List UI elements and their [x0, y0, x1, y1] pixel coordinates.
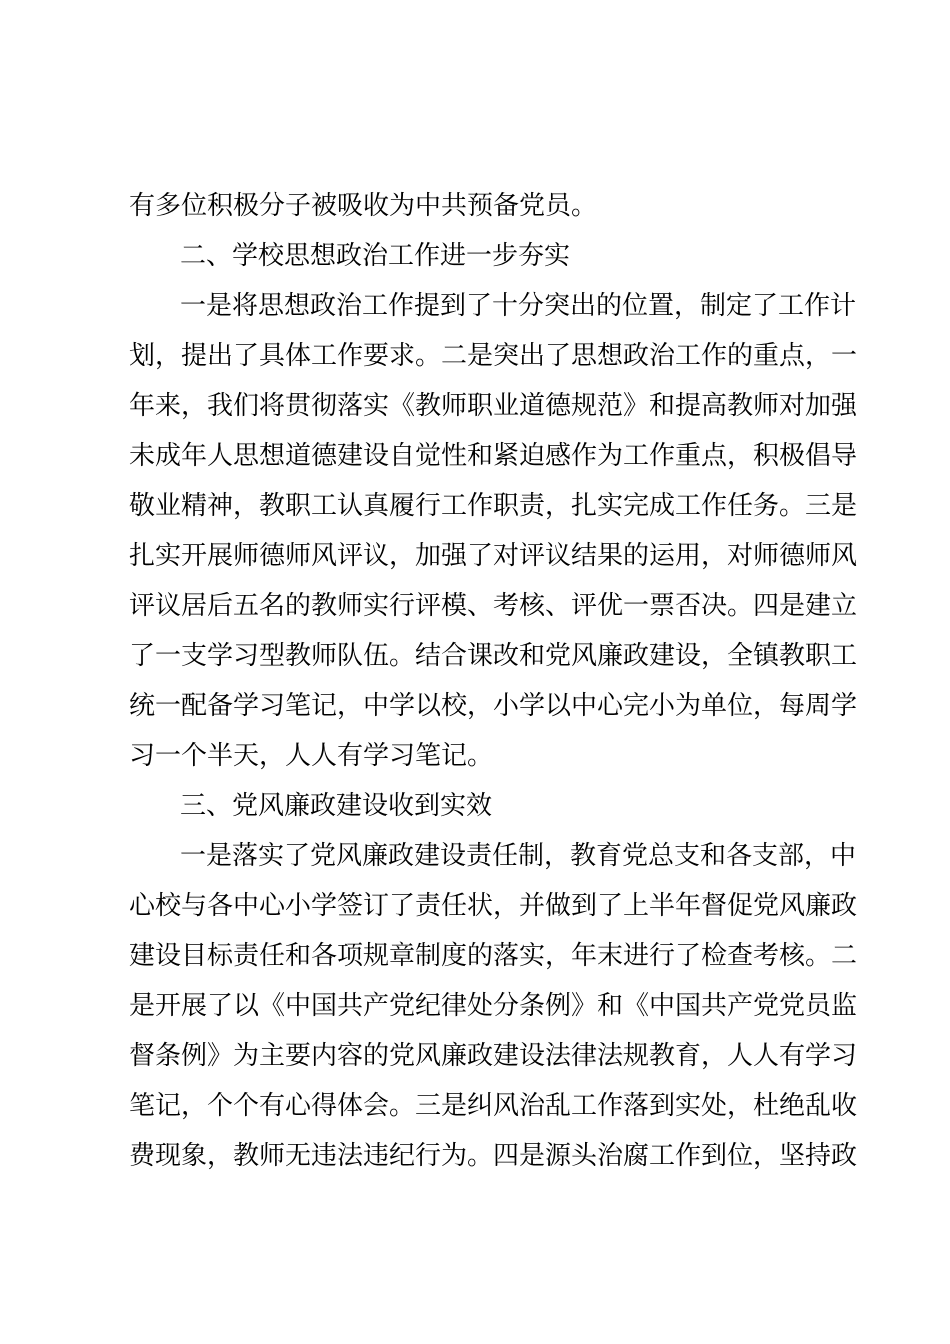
text-line: 心校与各中心小学签订了责任状，并做到了上半年督促党风廉政	[129, 891, 858, 921]
text-line: 费现象，教师无违法违纪行为。四是源头治腐工作到位，坚持政	[129, 1141, 858, 1171]
text-line: 统一配备学习笔记，中学以校，小学以中心完小为单位，每周学	[129, 691, 858, 721]
text-line: 是开展了以《中国共产党纪律处分条例》和《中国共产党党员监	[129, 991, 858, 1021]
text-line: 督条例》为主要内容的党风廉政建设法律法规教育，人人有学习	[129, 1041, 858, 1071]
text-line: 建设目标责任和各项规章制度的落实，年末进行了检查考核。二	[129, 941, 858, 971]
text-line: 扎实开展师德师风评议，加强了对评议结果的运用，对师德师风	[129, 541, 858, 571]
text-line: 年来，我们将贯彻落实《教师职业道德规范》和提高教师对加强	[129, 391, 858, 421]
text-line: 一是落实了党风廉政建设责任制，教育党总支和各支部，中	[180, 841, 857, 871]
section-heading: 三、党风廉政建设收到实效	[180, 791, 493, 821]
text-line: 评议居后五名的教师实行评模、考核、评优一票否决。四是建立	[129, 591, 858, 621]
text-line: 习一个半天，人人有学习笔记。	[129, 741, 494, 771]
text-line: 有多位积极分子被吸收为中共预备党员。	[129, 191, 598, 221]
text-line: 一是将思想政治工作提到了十分突出的位置，制定了工作计	[180, 291, 857, 321]
section-heading: 二、学校思想政治工作进一步夯实	[180, 241, 571, 271]
text-line: 笔记，个个有心得体会。三是纠风治乱工作落到实处，杜绝乱收	[129, 1091, 858, 1121]
text-line: 敬业精神，教职工认真履行工作职责，扎实完成工作任务。三是	[129, 491, 858, 521]
text-line: 了一支学习型教师队伍。结合课改和党风廉政建设，全镇教职工	[129, 641, 858, 671]
text-line: 未成年人思想道德建设自觉性和紧迫感作为工作重点，积极倡导	[129, 441, 858, 471]
text-line: 划，提出了具体工作要求。二是突出了思想政治工作的重点，一	[129, 341, 858, 371]
